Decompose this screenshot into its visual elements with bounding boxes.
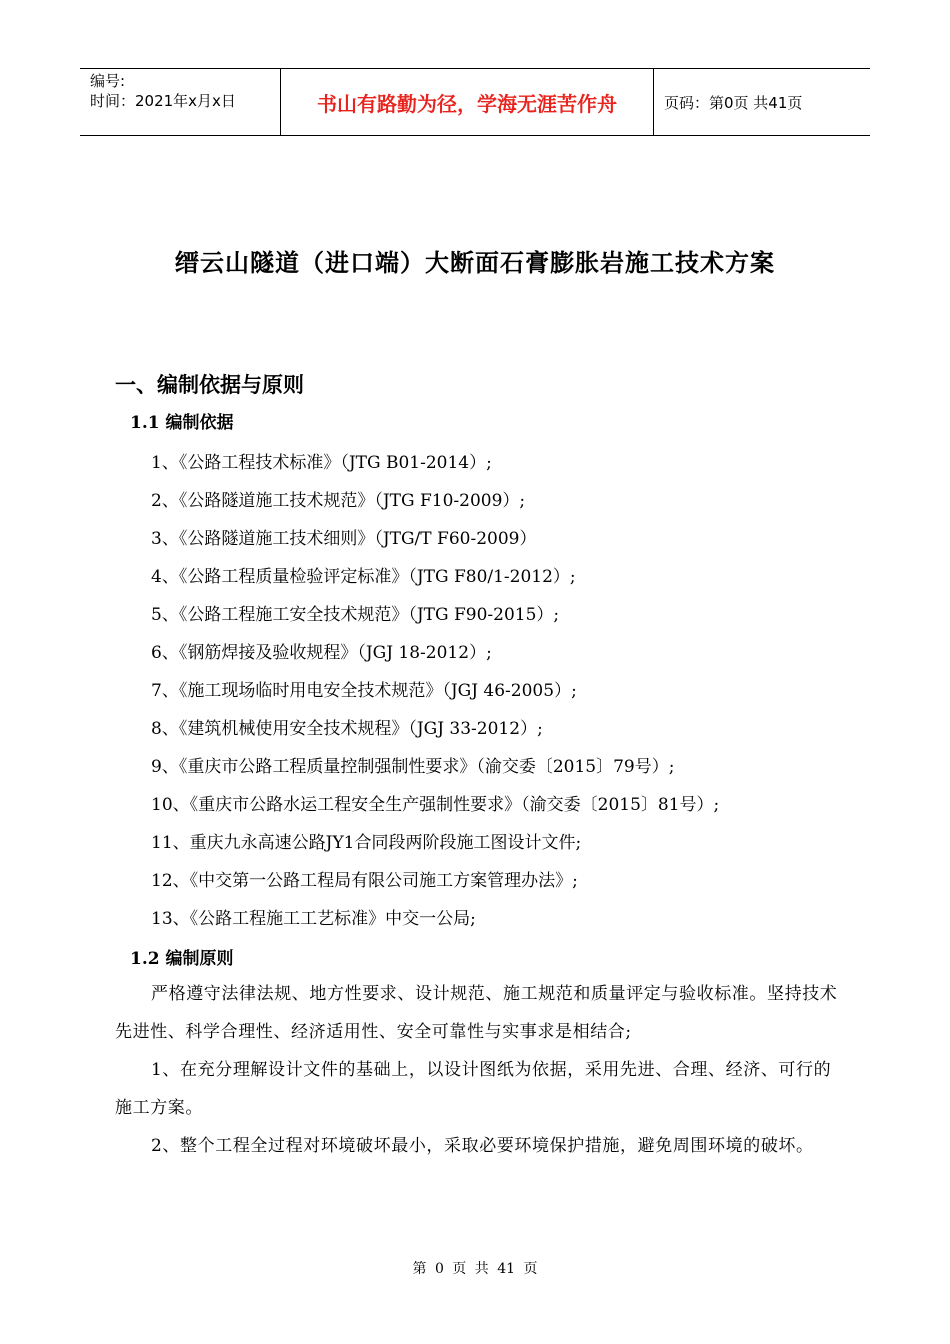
header-page-info: 页码：第0页 共41页 (664, 93, 803, 112)
reference-item: 10、《重庆市公路水运工程安全生产强制性要求》（渝交委〔2015〕81号）; (151, 795, 720, 815)
reference-item: 11、重庆九永高速公路JY1合同段两阶段施工图设计文件; (151, 833, 582, 853)
principle-paragraph: 2、整个工程全过程对环境破坏最小，采取必要环境保护措施，避免周围环境的破坏。 (151, 1136, 814, 1156)
reference-item: 13、《公路工程施工工艺标准》中交一公局; (151, 909, 476, 929)
document-time-label: 时间：2021年x月x日 (90, 92, 236, 110)
document-title: 缙云山隧道（进口端）大断面石膏膨胀岩施工技术方案 (175, 249, 775, 277)
reference-item: 5、《公路工程施工安全技术规范》（JTG F90-2015）; (151, 605, 560, 625)
principle-paragraph: 1、在充分理解设计文件的基础上，以设计图纸为依据，采用先进、合理、经济、可行的施工方案。 (115, 1060, 832, 1118)
header-table (80, 68, 870, 136)
document-number-label: 编号: (90, 72, 126, 90)
page-footer: 第 0 页 共 41 页 (412, 1261, 538, 1277)
reference-item: 12、《中交第一公路工程局有限公司施工方案管理办法》; (151, 871, 578, 891)
reference-item: 4、《公路工程质量检验评定标准》（JTG F80/1-2012）; (151, 567, 576, 587)
header-motto: 书山有路勤为径，学海无涯苦作舟 (281, 69, 654, 135)
reference-item: 3、《公路隧道施工技术细则》（JTG/T F60-2009） (151, 529, 537, 549)
reference-item: 8、《建筑机械使用安全技术规程》（JGJ 33-2012）; (151, 719, 543, 739)
reference-item: 1、《公路工程技术标准》（JTG B01-2014）; (151, 453, 492, 473)
reference-item: 7、《施工现场临时用电安全技术规范》（JGJ 46-2005）; (151, 681, 577, 701)
principle-intro-paragraph: 严格遵守法律法规、地方性要求、设计规范、施工规范和质量评定与验收标准。坚持技术先进性、科学合理性、经济适用性、安全可靠性与实事求是相结合; (115, 984, 838, 1042)
header-meta-cell (80, 69, 281, 135)
section-heading: 一、编制依据与原则 (115, 373, 304, 397)
reference-item: 2、《公路隧道施工技术规范》（JTG F10-2009）; (151, 491, 526, 511)
subsection-heading-basis: 1.1 编制依据 (130, 413, 234, 433)
reference-item: 6、《钢筋焊接及验收规程》（JGJ 18-2012）; (151, 643, 492, 663)
subsection-heading-principles: 1.2 编制原则 (130, 949, 234, 969)
reference-item: 9、《重庆市公路工程质量控制强制性要求》（渝交委〔2015〕79号）; (151, 757, 675, 777)
